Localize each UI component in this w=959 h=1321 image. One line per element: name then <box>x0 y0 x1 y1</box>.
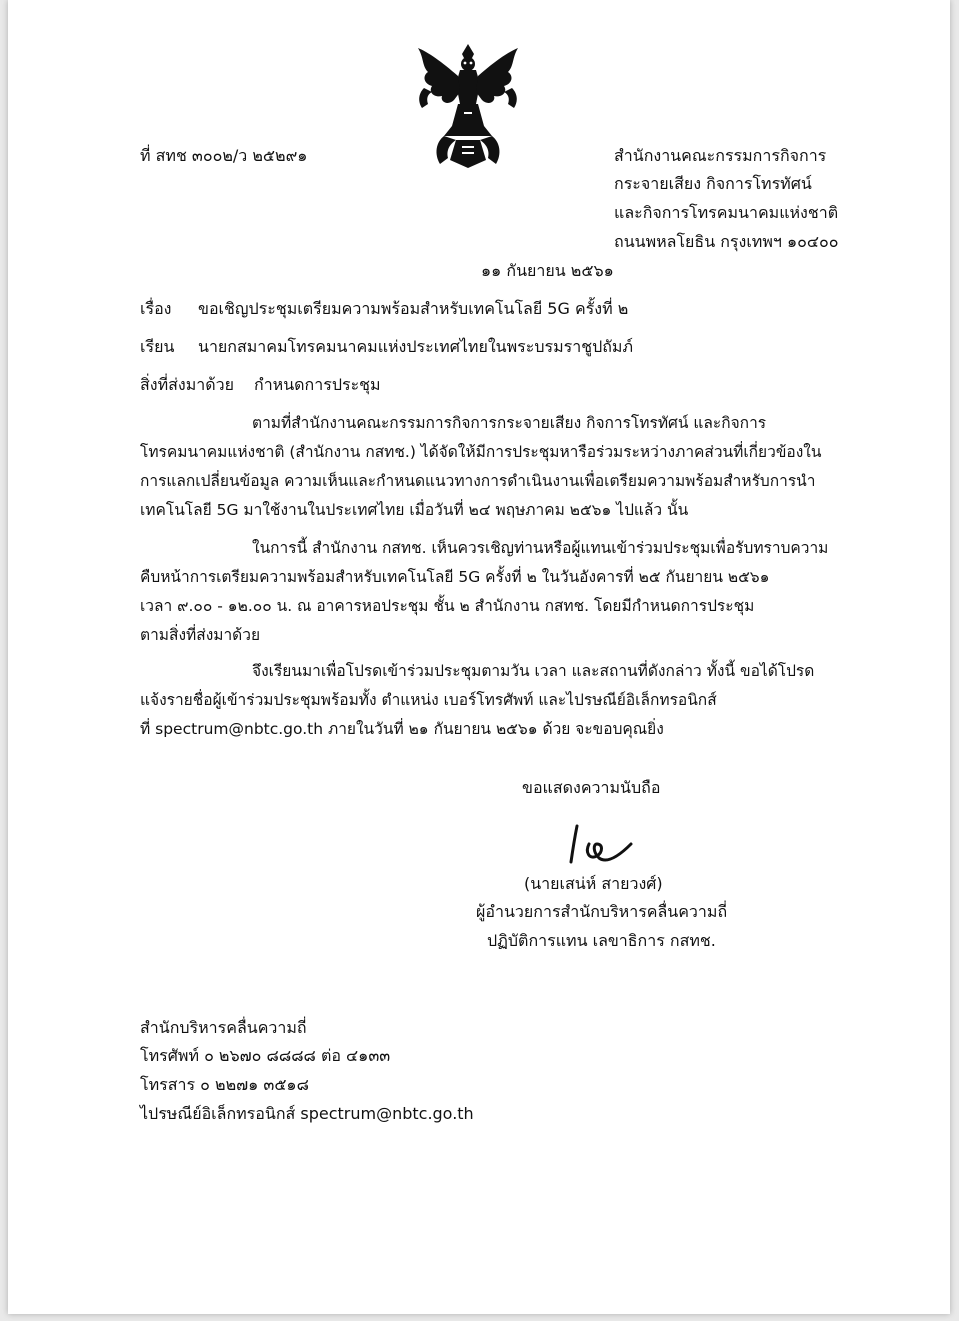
paragraph-line: จึงเรียนมาเพื่อโปรดเข้าร่วมประชุมตามวัน เวลา และสถานที่ดังกล่าว ทั้งนี้ ขอได้โปรด <box>252 662 815 680</box>
subject-text: ขอเชิญประชุมเตรียมความพร้อมสำหรับเทคโนโลยี 5G ครั้งที่ ๒ <box>198 299 629 318</box>
enclosure-label: สิ่งที่ส่งมาด้วย <box>140 375 234 394</box>
sender-address-line: และกิจการโทรคมนาคมแห่งชาติ <box>614 203 839 222</box>
body-paragraph-1 <box>140 409 838 525</box>
body-paragraph-3 <box>140 657 838 744</box>
letter-date: ๑๑ กันยายน ๒๕๖๑ <box>481 261 614 280</box>
paragraph-line: แจ้งรายชื่อผู้เข้าร่วมประชุมพร้อมทั้ง ตำแหน่ง เบอร์โทรศัพท์ และไปรษณีย์อิเล็กทรอนิกส์ <box>140 691 717 709</box>
paragraph-line: เวลา ๙.๐๐ - ๑๒.๐๐ น. ณ อาคารหอประชุม ชั้น ๒ สำนักงาน กสทช. โดยมีกำหนดการประชุม <box>140 597 755 615</box>
sender-address-line: สำนักงานคณะกรรมการกิจการ <box>614 146 827 165</box>
paragraph-line: การแลกเปลี่ยนข้อมูล ความเห็นและกำหนดแนวทางการดำเนินงานเพื่อเตรียมความพร้อมสำหรับการนำ <box>140 472 816 490</box>
footer-email: ไปรษณีย์อิเล็กทรอนิกส์ spectrum@nbtc.go.th <box>140 1104 474 1123</box>
footer-fax: โทรสาร ๐ ๒๒๗๑ ๓๕๑๘ <box>140 1075 309 1094</box>
body-paragraph-2 <box>140 534 838 650</box>
footer-phone: โทรศัพท์ ๐ ๒๖๗๐ ๘๘๘๘ ต่อ ๔๑๓๓ <box>140 1046 391 1065</box>
garuda-emblem-icon <box>414 42 522 170</box>
recipient-text: นายกสมาคมโทรคมนาคมแห่งประเทศไทยในพระบรมราชูปถัมภ์ <box>198 337 633 356</box>
signer-name: (นายเสน่ห์ สายวงศ์) <box>524 874 663 893</box>
paragraph-line: คืบหน้าการเตรียมความพร้อมสำหรับเทคโนโลยี 5G ครั้งที่ ๒ ในวันอังคารที่ ๒๕ กันยายน ๒๕๖๑ <box>140 568 770 586</box>
paragraph-line: ที่ spectrum@nbtc.go.th ภายในวันที่ ๒๑ กันยายน ๒๕๖๑ ด้วย จะขอบคุณยิ่ง <box>140 720 664 738</box>
footer-office: สำนักบริหารคลื่นความถี่ <box>140 1018 307 1037</box>
letter-page <box>8 0 950 1314</box>
subject-label: เรื่อง <box>140 299 172 318</box>
signer-title: ปฏิบัติการแทน เลขาธิการ กสทช. <box>487 931 716 950</box>
enclosure-text: กำหนดการประชุม <box>254 375 381 394</box>
recipient-label: เรียน <box>140 337 175 356</box>
sender-address-line: กระจายเสียง กิจการโทรทัศน์ <box>614 174 812 193</box>
paragraph-line: ตามที่สำนักงานคณะกรรมการกิจการกระจายเสียง กิจการโทรทัศน์ และกิจการ <box>252 414 767 432</box>
paragraph-line: ในการนี้ สำนักงาน กสทช. เห็นควรเชิญท่านหรือผู้แทนเข้าร่วมประชุมเพื่อรับทราบความ <box>252 539 829 557</box>
reference-number: ที่ สทช ๓๐๐๒/ว ๒๕๒๙๑ <box>140 146 308 165</box>
signer-title: ผู้อำนวยการสำนักบริหารคลื่นความถี่ <box>476 902 728 921</box>
closing-text: ขอแสดงความนับถือ <box>522 778 661 797</box>
paragraph-line: ตามสิ่งที่ส่งมาด้วย <box>140 626 261 644</box>
paragraph-line: เทคโนโลยี 5G มาใช้งานในประเทศไทย เมื่อวันที่ ๒๔ พฤษภาคม ๒๕๖๑ ไปแล้ว นั้น <box>140 501 689 519</box>
signature-icon <box>563 822 643 870</box>
sender-address-line: ถนนพหลโยธิน กรุงเทพฯ ๑๐๔๐๐ <box>614 232 839 251</box>
paragraph-line: โทรคมนาคมแห่งชาติ (สำนักงาน กสทช.) ได้จัดให้มีการประชุมหารือร่วมระหว่างภาคส่วนที่เกี่ยวข้องใน <box>140 443 822 461</box>
